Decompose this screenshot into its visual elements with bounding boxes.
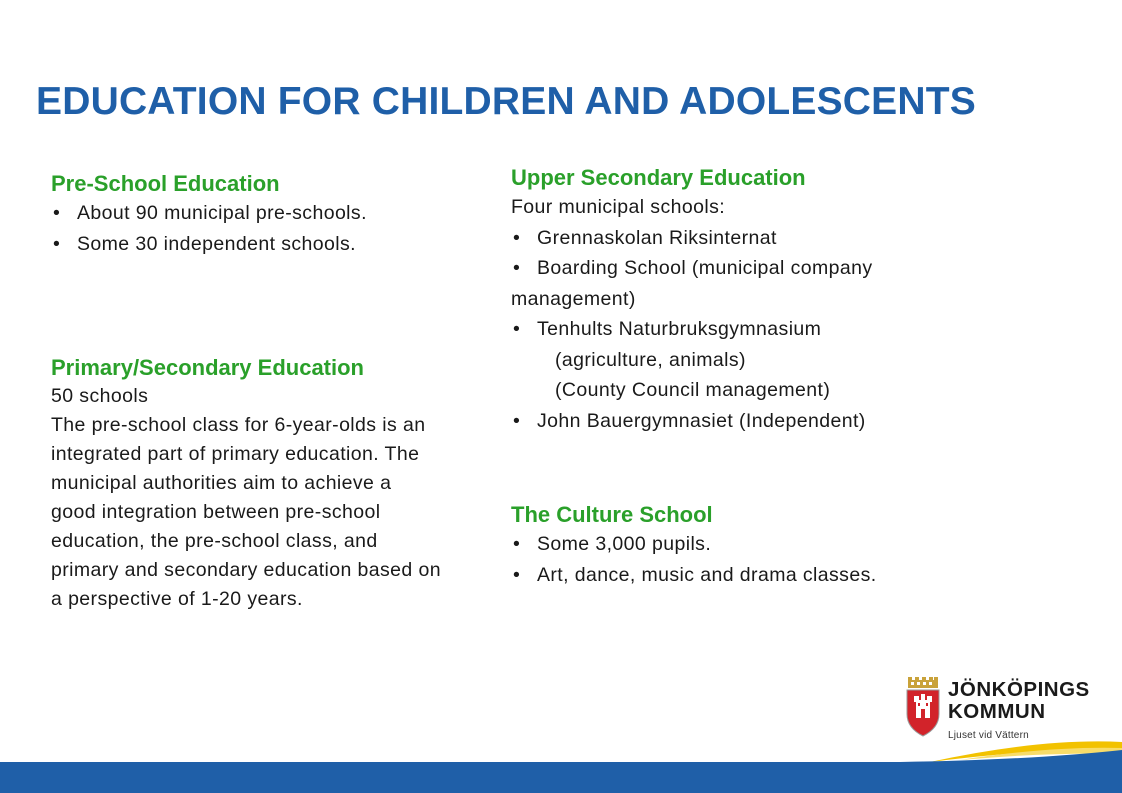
- footer-blue-band: [0, 750, 1122, 793]
- primary-body: The pre-school class for 6-year-olds is an integrated part of primary education. The municipal authorities aim to achieve a good integration between pre-school education, the pre-school class, and primary and secondary education based on a perspective of 1-20 years.: [51, 414, 441, 610]
- list-item: • Tenhults Naturbruksgymnasium (agriculture, animals) (County Council management): [511, 314, 981, 406]
- bullet-icon: •: [513, 226, 521, 249]
- list-item: • About 90 municipal pre-schools.: [51, 198, 451, 229]
- preschool-section: [51, 170, 451, 260]
- upper-heading: Upper Secondary Education: [511, 165, 806, 190]
- preschool-heading: Pre-School Education: [51, 171, 280, 196]
- footer-band: [0, 740, 1122, 793]
- page-title: EDUCATION FOR CHILDREN AND ADOLESCENTS: [36, 80, 976, 123]
- bullet-icon: •: [513, 533, 521, 555]
- list-item: • Boarding School (municipal company management): [511, 253, 981, 314]
- list-item-detail: (County Council management): [555, 379, 831, 401]
- list-item: • Grennaskolan Riksinternat: [511, 223, 981, 254]
- upper-secondary-section: [511, 164, 981, 436]
- list-item: • Art, dance, music and drama classes.: [511, 560, 981, 591]
- list-item-detail: (agriculture, animals): [555, 348, 746, 371]
- list-item: • John Bauergymnasiet (Independent): [511, 406, 981, 437]
- logo-tagline: Ljuset vid Vättern: [948, 730, 1029, 741]
- upper-lead: Four municipal schools:: [511, 196, 726, 218]
- primary-heading: Primary/Secondary Education: [51, 355, 364, 380]
- municipality-logo: [905, 676, 1105, 746]
- bullet-icon: •: [513, 318, 521, 340]
- primary-section: [51, 354, 441, 614]
- bullet-icon: •: [53, 202, 61, 224]
- bullet-icon: •: [513, 409, 521, 432]
- list-item: • Some 30 independent schools.: [51, 229, 451, 260]
- bullet-icon: •: [53, 233, 61, 255]
- logo-line-2: KOMMUN: [948, 700, 1046, 723]
- list-item: • Some 3,000 pupils.: [511, 529, 981, 560]
- culture-section: [511, 501, 981, 591]
- coat-of-arms-icon: [905, 676, 941, 738]
- logo-line-1: JÖNKÖPINGS: [948, 678, 1090, 701]
- bullet-icon: •: [513, 564, 521, 586]
- bullet-icon: •: [513, 257, 521, 279]
- primary-count: 50 schools: [51, 385, 149, 407]
- culture-heading: The Culture School: [511, 502, 713, 527]
